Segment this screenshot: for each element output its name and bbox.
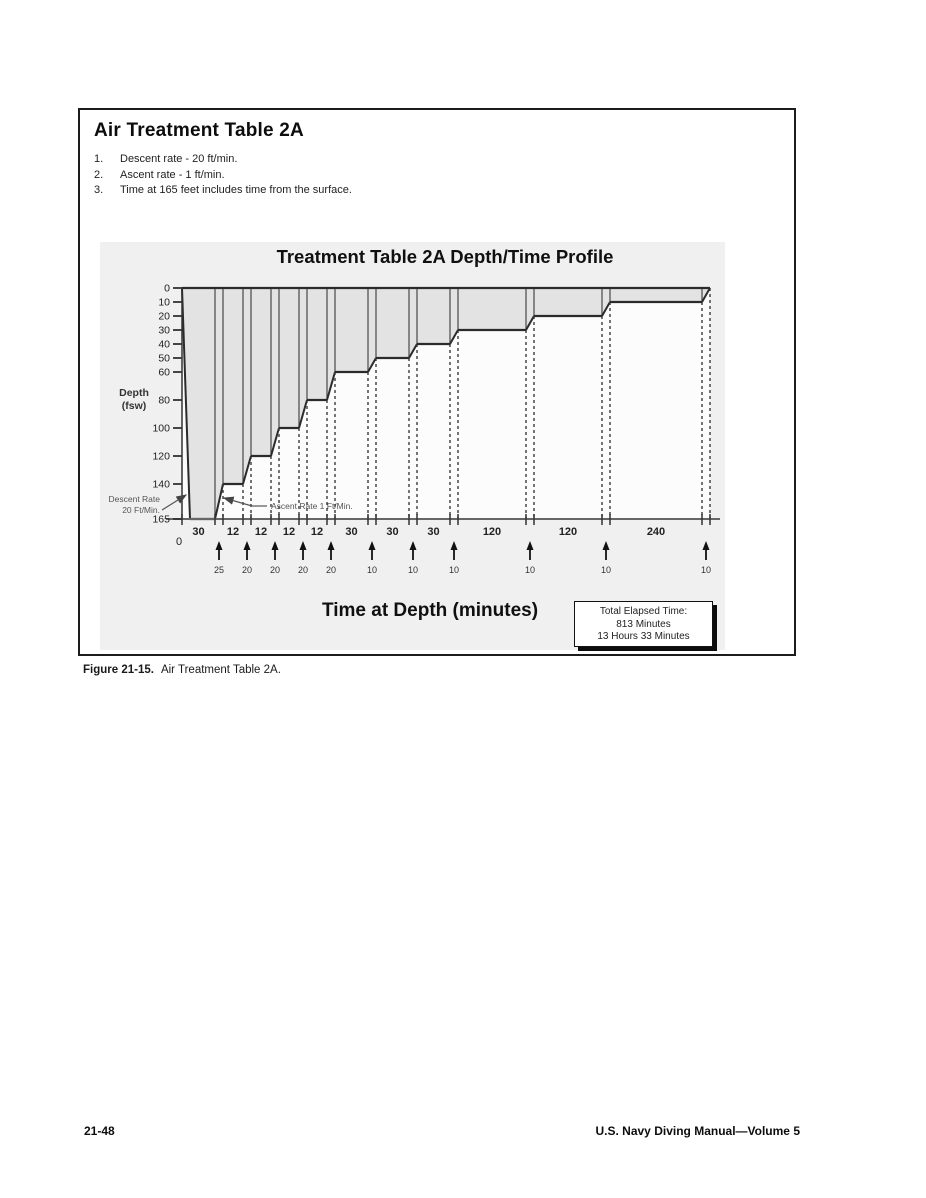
- caption-label: Figure 21-15.: [83, 664, 154, 676]
- depth-tick-label: 30: [158, 324, 170, 337]
- stop-duration-label: 30: [192, 526, 205, 538]
- descent-rate-label: 20 Ft/Min.: [122, 505, 160, 515]
- depth-tick-label: 10: [158, 296, 170, 309]
- travel-time-label: 20: [325, 565, 337, 575]
- footer-manual-title: U.S. Navy Diving Manual—Volume 5: [595, 1124, 800, 1138]
- stop-duration-label: 30: [386, 526, 399, 538]
- depth-tick-label: 120: [152, 450, 170, 463]
- travel-time-label: 10: [524, 565, 536, 575]
- travel-arrow-head: [527, 541, 534, 550]
- travel-arrow-head: [300, 541, 307, 550]
- stop-duration-label: 12: [282, 526, 296, 538]
- depth-tick-label: 20: [158, 310, 170, 323]
- stop-duration-label: 120: [558, 526, 578, 538]
- stop-duration-label: 120: [482, 526, 502, 538]
- descent-rate-label: Descent Rate: [108, 494, 160, 504]
- depth-tick-label: 0: [164, 282, 170, 295]
- note-number: 1.: [94, 153, 104, 165]
- footer-page-number: 21-48: [84, 1124, 115, 1138]
- air-treatment-table-2a-box: [78, 108, 796, 656]
- note-item: [94, 183, 352, 199]
- travel-arrow-head: [272, 541, 279, 550]
- stop-duration-label: 240: [646, 526, 666, 538]
- time-axis-label: Time at Depth (minutes): [321, 600, 539, 621]
- depth-tick-label: 80: [158, 394, 170, 407]
- travel-time-label: 20: [297, 565, 309, 575]
- note-number: 3.: [94, 184, 104, 196]
- travel-arrow-head: [703, 541, 710, 550]
- depth-axis-label: (fsw): [121, 400, 147, 412]
- note-item: [94, 168, 352, 184]
- total-elapsed-line: 813 Minutes: [616, 618, 671, 630]
- depth-time-profile-chart: [100, 242, 725, 650]
- travel-arrow-head: [451, 541, 458, 550]
- profile-chart-svg: [100, 242, 725, 648]
- travel-arrow-head: [328, 541, 335, 550]
- total-elapsed-time-box: [574, 601, 713, 647]
- total-elapsed-line: Total Elapsed Time:: [599, 606, 688, 617]
- stop-duration-label: 30: [345, 526, 358, 538]
- travel-arrow-head: [216, 541, 223, 550]
- chart-title: Treatment Table 2A Depth/Time Profile: [276, 246, 614, 267]
- travel-arrow-head: [410, 541, 417, 550]
- travel-time-label: 20: [241, 565, 253, 575]
- depth-tick-label: 140: [152, 478, 170, 491]
- depth-tick-label: 40: [158, 338, 170, 351]
- travel-arrow-head: [603, 541, 610, 550]
- travel-time-label: 10: [700, 565, 712, 575]
- figure-caption: [83, 664, 281, 676]
- travel-time-label: 10: [366, 565, 378, 575]
- note-text: Time at 165 feet includes time from the surface.: [120, 184, 352, 196]
- origin-label: 0: [175, 536, 183, 548]
- depth-axis-label: Depth: [119, 387, 149, 399]
- travel-time-label: 10: [407, 565, 419, 575]
- box-title: Air Treatment Table 2A: [94, 120, 304, 141]
- travel-time-label: 10: [448, 565, 460, 575]
- depth-tick-label: 60: [158, 366, 170, 379]
- total-elapsed-line: 13 Hours 33 Minutes: [597, 631, 690, 642]
- note-text: Ascent rate - 1 ft/min.: [120, 168, 225, 181]
- travel-arrow-head: [244, 541, 251, 550]
- notes-list: [94, 152, 352, 199]
- travel-time-label: 20: [269, 565, 281, 575]
- depth-tick-label: 165: [152, 513, 170, 526]
- depth-tick-label: 50: [158, 352, 170, 365]
- travel-time-label: 25: [213, 565, 225, 575]
- ascent-rate-label: Ascent Rate 1 Ft/Min.: [271, 501, 353, 511]
- note-text: Descent rate - 20 ft/min.: [120, 153, 238, 165]
- travel-time-label: 10: [600, 565, 612, 575]
- depth-tick-label: 100: [152, 422, 170, 435]
- stop-duration-label: 12: [254, 526, 268, 538]
- note-number: 2.: [94, 168, 104, 181]
- caption-text: Air Treatment Table 2A.: [160, 664, 281, 676]
- travel-arrow-head: [369, 541, 376, 550]
- note-item: [94, 152, 352, 168]
- stop-duration-label: 12: [310, 526, 324, 538]
- stop-duration-label: 30: [427, 526, 440, 538]
- stop-duration-label: 12: [226, 526, 240, 538]
